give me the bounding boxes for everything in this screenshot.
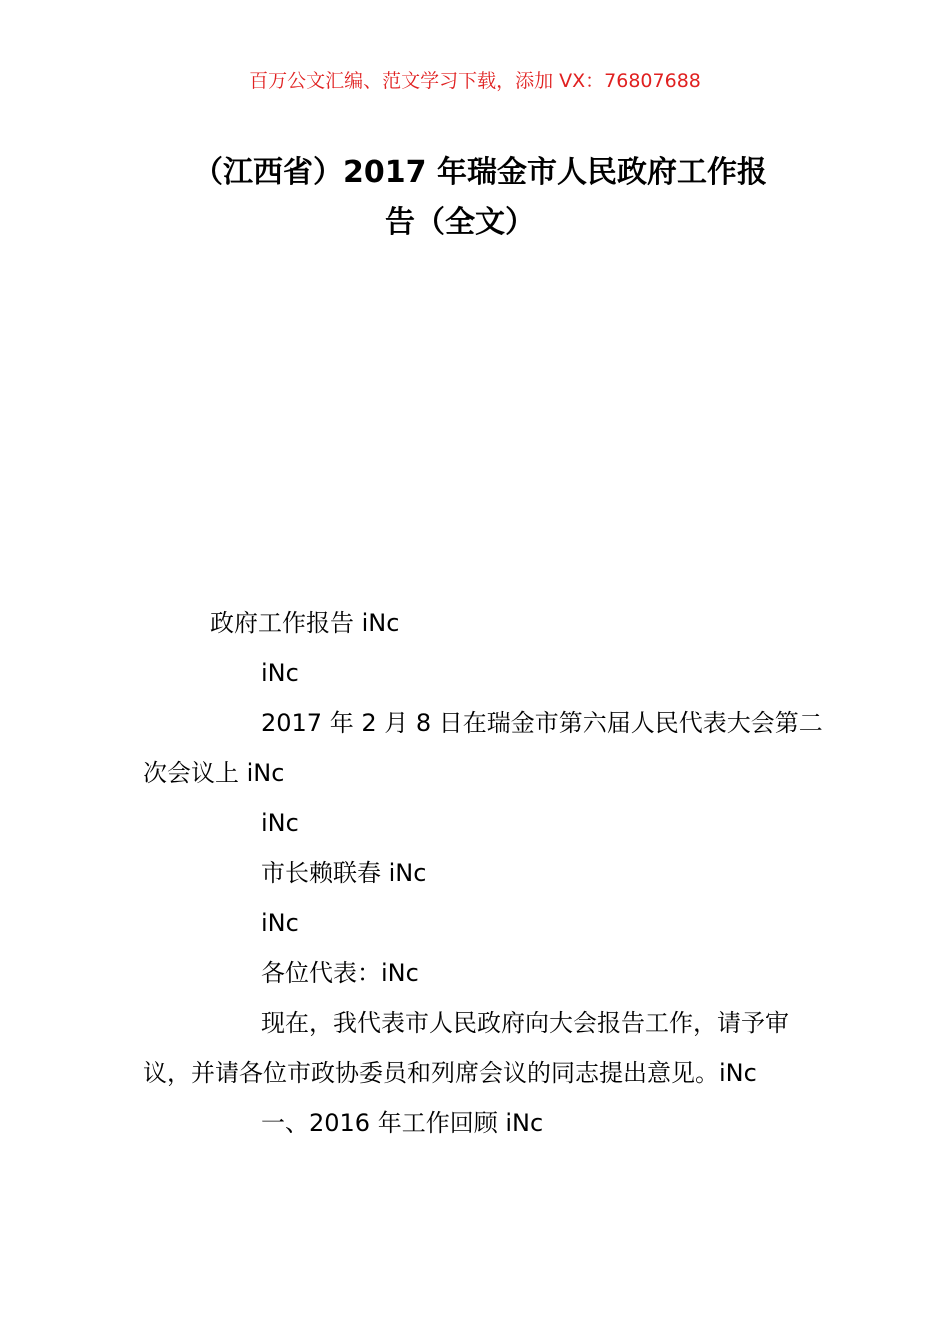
salutation: 各位代表：iNc <box>261 959 419 987</box>
document-title-line1: （江西省）2017 年瑞金市人民政府工作报 <box>193 155 767 190</box>
document-title-line2: 告（全文） <box>385 205 535 240</box>
speaker-line: 市长赖联春 iNc <box>261 859 427 887</box>
paragraph: iNc <box>261 809 299 837</box>
document-body <box>143 598 833 1148</box>
paragraph: iNc <box>261 659 299 687</box>
document-title <box>140 148 820 248</box>
header-note: 百万公文汇编、范文学习下载，添加 VX：76807688 <box>249 70 701 92</box>
section-heading: 一、2016 年工作回顾 iNc <box>261 1109 544 1137</box>
paragraph: iNc <box>261 909 299 937</box>
meeting-date-line: 2017 年 2 月 8 日在瑞金市第六届人民代表大会第二次会议上 iNc <box>143 709 823 787</box>
opening-paragraph: 现在，我代表市人民政府向大会报告工作，请予审议，并请各位市政协委员和列席会议的同志提出意见。iNc <box>143 1009 789 1087</box>
report-heading: 政府工作报告 iNc <box>210 609 400 637</box>
